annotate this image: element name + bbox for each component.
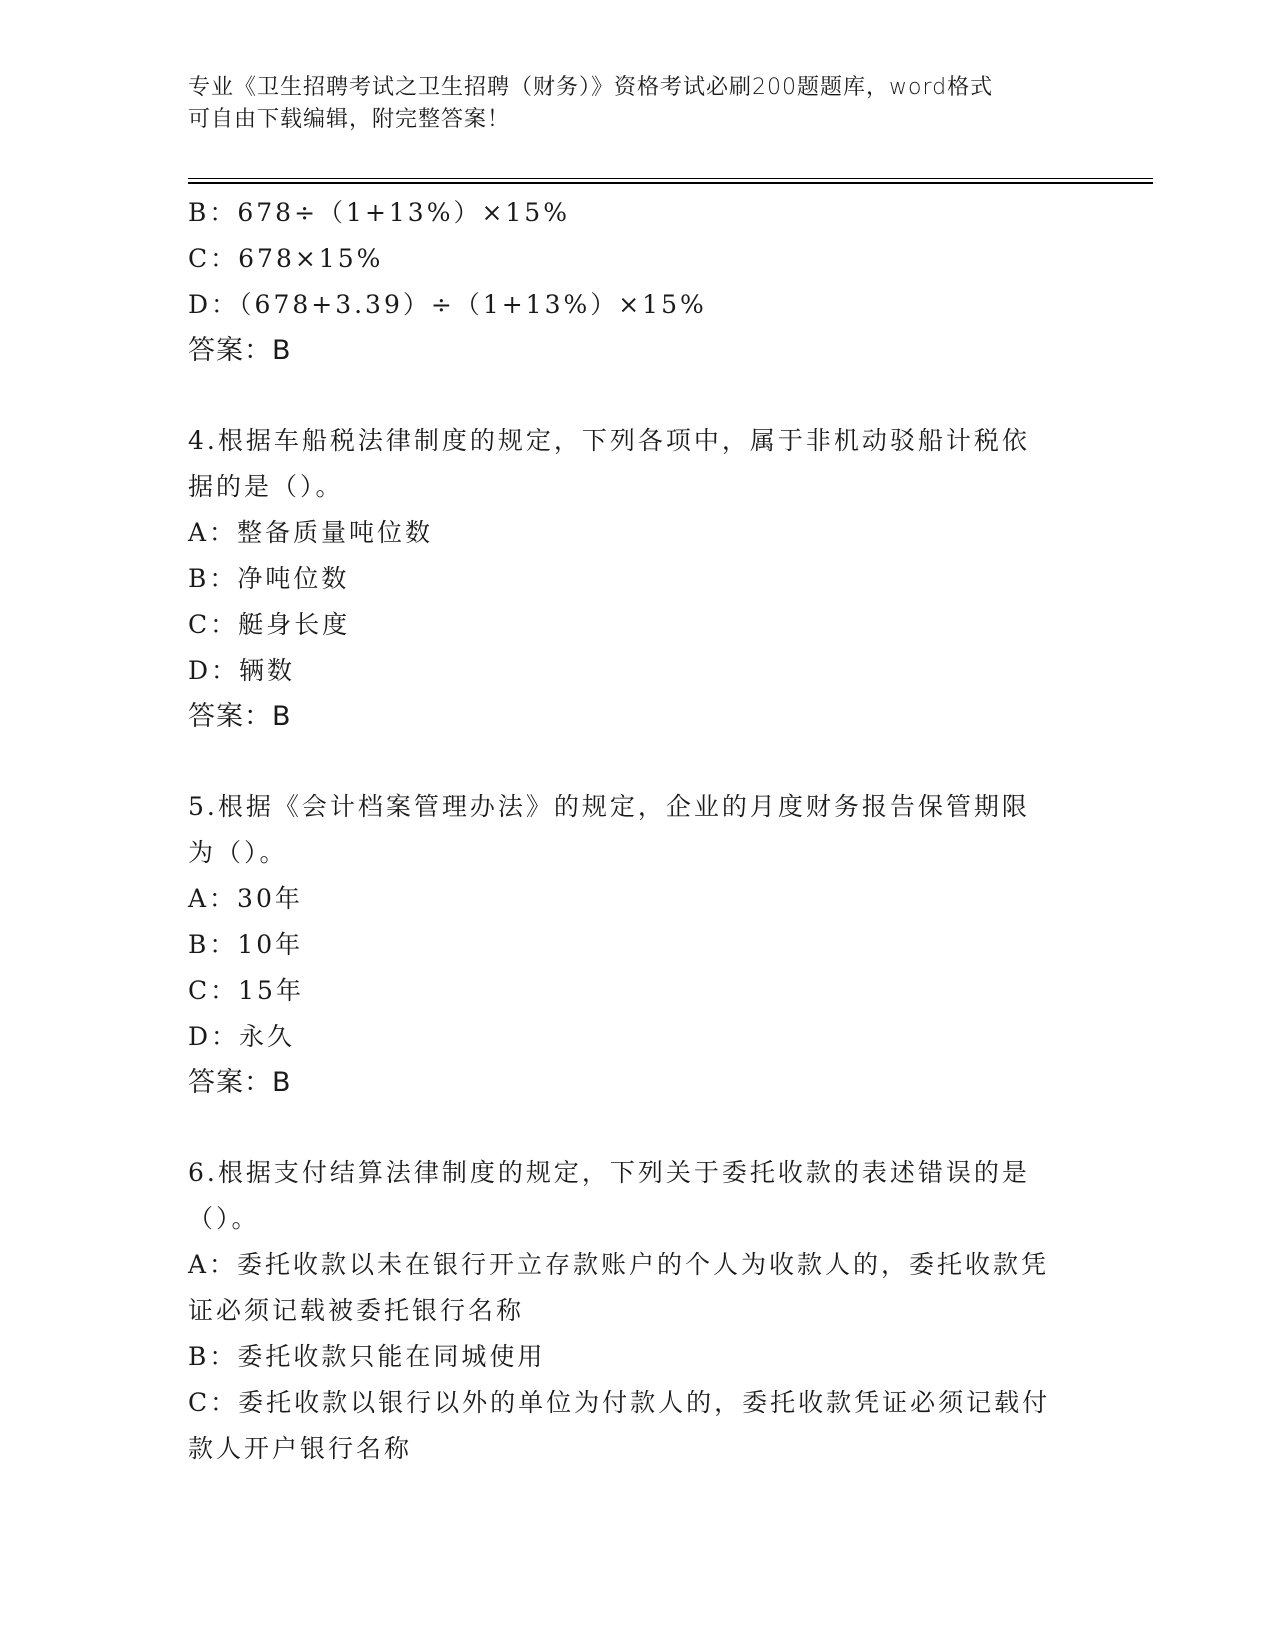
option-b: B：委托收款只能在同城使用 (188, 1342, 546, 1371)
option-b: B：净吨位数 (188, 564, 350, 593)
question-title (188, 784, 1068, 876)
question-title (188, 418, 1068, 510)
option-d: D：辆数 (188, 656, 296, 685)
option-a: A：30年 (188, 884, 303, 913)
header-line-2: 可自由下载编辑，附完整答案！ (188, 107, 511, 132)
option-c-line-1: C：委托收款以银行以外的单位为付款人的，委托收款凭证必须记载付 (188, 1388, 1051, 1417)
option-c: C：艇身长度 (188, 610, 351, 639)
option-a-line-2: 证必须记载被委托银行名称 (188, 1296, 525, 1325)
option-b: B：678÷（1+13%）×15% (188, 198, 570, 227)
option-b: B：10年 (188, 930, 304, 959)
question-title-line-2: 据的是（）。 (188, 472, 344, 501)
header-divider-thick (188, 182, 1153, 184)
answer-label: 答案：B (188, 335, 292, 366)
question-title-line-1: 5.根据《会计档案管理办法》的规定，企业的月度财务报告保管期限 (188, 792, 1030, 821)
option-c: C：15年 (188, 976, 304, 1005)
question-content (188, 190, 1088, 1472)
option-a (188, 1242, 1068, 1334)
question-title-line-1: 4.根据车船税法律制度的规定，下列各项中，属于非机动驳船计税依 (188, 426, 1030, 455)
header-line-1: 专业《卫生招聘考试之卫生招聘（财务）》资格考试必刷200题题库，word格式 (188, 75, 994, 100)
option-d: D：（678+3.39）÷（1+13%）×15% (188, 290, 707, 319)
question-title-line-1: 6.根据支付结算法律制度的规定，下列关于委托收款的表述错误的是 (188, 1158, 1030, 1187)
option-c: C：678×15% (188, 244, 384, 273)
option-a: A：整备质量吨位数 (188, 518, 434, 547)
question-4 (188, 418, 1088, 740)
option-c-line-2: 款人开户银行名称 (188, 1434, 413, 1463)
option-a-line-1: A：委托收款以未在银行开立存款账户的个人为收款人的，委托收款凭 (188, 1250, 1050, 1279)
question-5 (188, 784, 1088, 1106)
question-6 (188, 1150, 1088, 1472)
question-title-line-2: 为（）。 (188, 838, 288, 867)
answer-label: 答案：B (188, 1067, 292, 1098)
question-title-line-2: （）。 (188, 1204, 260, 1233)
option-c (188, 1380, 1068, 1472)
header-divider-thin (188, 178, 1153, 179)
question-title (188, 1150, 1068, 1242)
page-header (188, 72, 1088, 136)
question-3 (188, 190, 1088, 374)
option-d: D：永久 (188, 1022, 296, 1051)
answer-label: 答案：B (188, 701, 292, 732)
